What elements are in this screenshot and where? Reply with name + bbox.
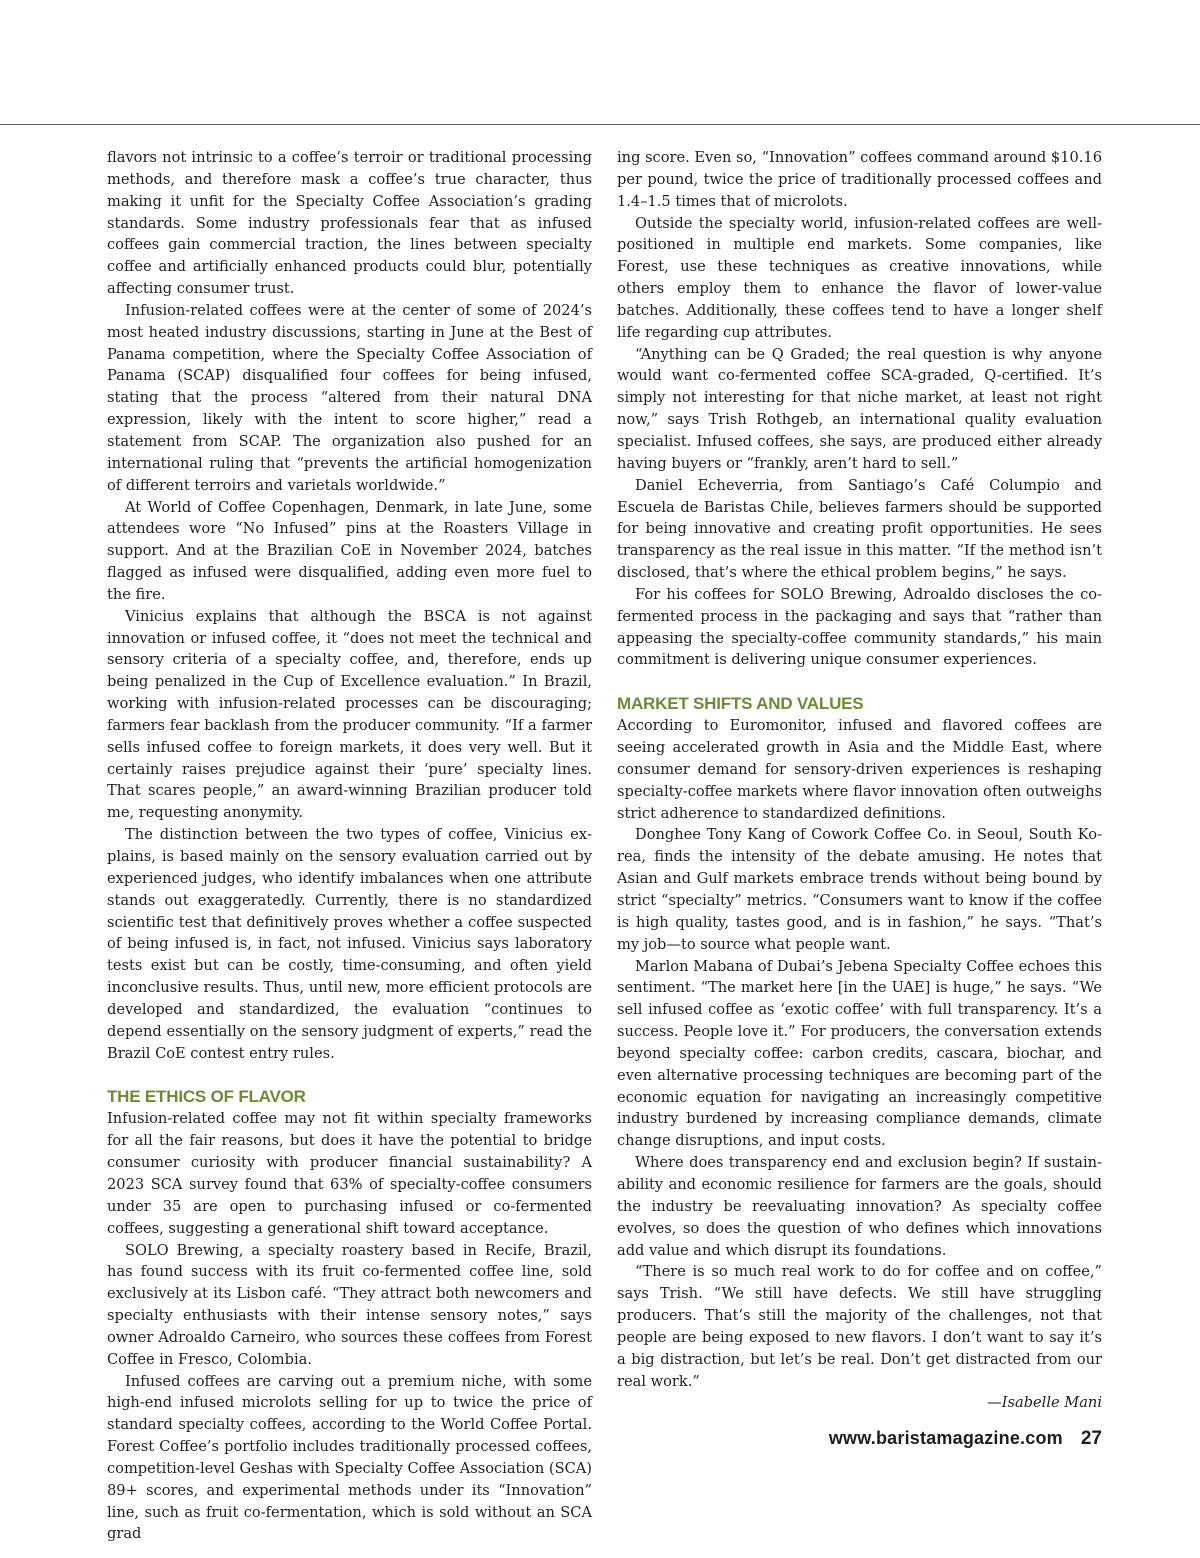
paragraph: Infusion-related coffee may not fit within specialty frameworks for all the fair reasons, but does it have the potential to bridge consumer curiosity with producer financial sustainability? A 2023 SCA survey found that 63% of specialty-coffee consumers under 35 are open to purchasing infused or co-fermented coffees, suggesting a generational shift toward acceptance. xyxy=(107,1110,592,1237)
paragraph: Donghee Tony Kang of Cowork Coffee Co. in Seoul, South Korea, finds the intensity of the debate amusing. He notes that Asian and Gulf markets embrace trends without being bound by strict “specialty” metrics. “Consumers want to know if the coffee is high quality, tastes good, and is in fashion,” he says. “That’s my job—to source what people want. xyxy=(617,826,1102,953)
section-heading-market: MARKET SHIFTS AND VALUES xyxy=(617,694,864,714)
paragraph: Vinicius explains that although the BSCA is not against innovation or infused coffee, it “does not meet the technical and sensory criteria of a specialty coffee, and, therefore, ends up being penalized in the Cup of Excellence evaluation.” In Brazil, working with infusion-related processes can be discouraging; farmers fear backlash from the producer community. “If a farmer sells infused coffee to foreign markets, it does very well. But it certainly raises prejudice against their ‘pure’ specialty lines. That scares people,” an award-winning Brazilian producer told me, requesting anonymity. xyxy=(107,607,592,822)
paragraph: At World of Coffee Copenhagen, Denmark, in late June, some attendees wore “No Infused” pins at the Roasters Village in support. And at the Brazilian CoE in November 2024, batches flagged as infused were disqualified, adding even more fuel to the fire. xyxy=(107,498,592,603)
paragraph: According to Euromonitor, infused and flavored coffees are seeing accelerated growth in Asia and the Middle East, where consumer demand for sensory-driven experiences is reshaping specialty-coffee markets where flavor innovation often outweighs strict adherence to standardized definitions. xyxy=(617,717,1102,822)
footer-url[interactable]: www.baristamagazine.com xyxy=(828,1428,1063,1448)
paragraph: “There is so much real work to do for coffee and on coffee,” says Trish. “We still have defects. We still have struggling producers. That’s still the majority of the challenges, not that people are being exposed to new flavors. I don’t want to say it’s a big distraction, but let’s be real. Don’t get distracted from our real work.” xyxy=(617,1263,1102,1390)
paragraph: Daniel Echeverria, from Santiago’s Café Columpio and Escuela de Baristas Chile, believes farmers should be supported for being innovative and creating profit opportunities. He sees transparency as the real issue in this matter. “If the method isn’t disclosed, that’s where the ethical problem begins,” he says. xyxy=(617,476,1102,582)
paragraph: For his coffees for SOLO Brewing, Adroaldo discloses the co-fermented process in the packaging and says that “rather than appeasing the specialty-coffee community standards,” his main commitment is delivering unique consumer experiences. xyxy=(617,585,1102,669)
paragraph: Infusion-related coffees were at the center of some of 2024’s most heated industry discussions, starting in June at the Best of Panama competition, where the Specialty Coffee Association of Panama (SCAP) disqualified four coffees for being infused, stating that the process “altered from their natural DNA expression, likely with the intent to score higher,” read a statement from SCAP. The organization also pushed for an international ruling that “prevents the artificial homogenization of different terroirs and varietals worldwide.” xyxy=(107,301,592,494)
paragraph: ing score. Even so, “Innovation” coffees command around $10.16 per pound, twice the price of traditionally processed coffees and 1.4–1.5 times that of microlots. xyxy=(617,149,1102,210)
paragraph: “Anything can be Q Graded; the real question is why anyone would want co-fermented coffee SCA-graded, Q-certified. It’s simply not interesting for that niche market, at least not right now,” says Trish Rothgeb, an international quality evaluation specialist. Infused coffees, she says, are produced either already having buyers or “frankly, aren’t hard to sell.” xyxy=(617,345,1102,472)
section-heading-ethics: THE ETHICS OF FLAVOR xyxy=(107,1087,306,1107)
paragraph: Marlon Mabana of Dubai’s Jebena Specialty Coffee echoes this sentiment. “The market here [in the UAE] is huge,” he says. “We sell infused coffee as ‘exotic coffee’ with full transparency. It’s a success. People love it.” For producers, the conversation extends beyond specialty coffee: carbon credits, cascara, biochar, and even alternative processing techniques are becoming part of the economic equation for navigating an increasingly competitive industry burdened by increasing compliance demands, climate change disruptions, and input costs. xyxy=(617,957,1102,1150)
paragraph: SOLO Brewing, a specialty roastery based in Recife, Brazil, has found success with its fruit co-fermented coffee line, sold exclusively at its Lisbon café. “They attract both newcomers and specialty enthusiasts with their intense sensory notes,” says owner Adroaldo Carneiro, who sources these coffees from Forest Coffee in Fresco, Colombia. xyxy=(107,1241,592,1368)
paragraph: The distinction between the two types of coffee, Vinicius explains, is based mainly on the sensory evaluation carried out by experienced judges, who identify imbalances when one attribute stands out exaggeratedly. Currently, there is no standardized scientific test that definitively proves whether a coffee suspected of being infused is, in fact, not infused. Vinicius says laboratory tests exist but can be costly, time-consuming, and often yield inconclusive results. Thus, until new, more efficient protocols are developed and standardized, the evaluation “continues to depend essentially on the sensory judgment of experts,” read the Brazil CoE contest entry rules. xyxy=(107,826,592,1062)
header-rule xyxy=(0,124,1200,125)
page-number: 27 xyxy=(1080,1428,1102,1449)
right-column xyxy=(617,147,1102,1414)
paragraph: Infused coffees are carving out a premium niche, with some high-end infused microlots selling for up to twice the price of standard specialty coffees, according to the World Coffee Portal. Forest Coffee’s portfolio includes traditionally processed coffees, competition-level Geshas with Specialty Coffee Association (SCA) 89+ scores, and experimental methods under its “Innovation” line, such as fruit co-fermentation, which is sold without an SCA grad xyxy=(107,1372,592,1543)
paragraph: flavors not intrinsic to a coffee’s terroir or traditional processing methods, and therefore mask a coffee’s true character, thus making it unfit for the Specialty Coffee Association’s grading standards. Some industry professionals fear that as infused coffees gain commercial traction, the lines between specialty coffee and artificially enhanced products could blur, potentially affecting consumer trust. xyxy=(107,149,592,298)
paragraph: Outside the specialty world, infusion-related coffees are well-positioned in multiple end markets. Some companies, like Forest, use these techniques as creative innovations, while others employ them to enhance the flavor of lower-value batches. Additionally, these coffees tend to have a longer shelf life regarding cup attributes. xyxy=(617,214,1102,341)
left-column xyxy=(107,147,592,1545)
paragraph: Where does transparency end and exclusion begin? If sustainability and economic resilience for farmers are the goals, should the industry be reevaluating innovation? As specialty coffee evolves, so does the question of who defines which innovations add value and which disrupt its foundations. xyxy=(617,1154,1102,1259)
page-footer xyxy=(829,1428,1102,1450)
author-byline: —Isabelle Mani xyxy=(987,1394,1102,1412)
